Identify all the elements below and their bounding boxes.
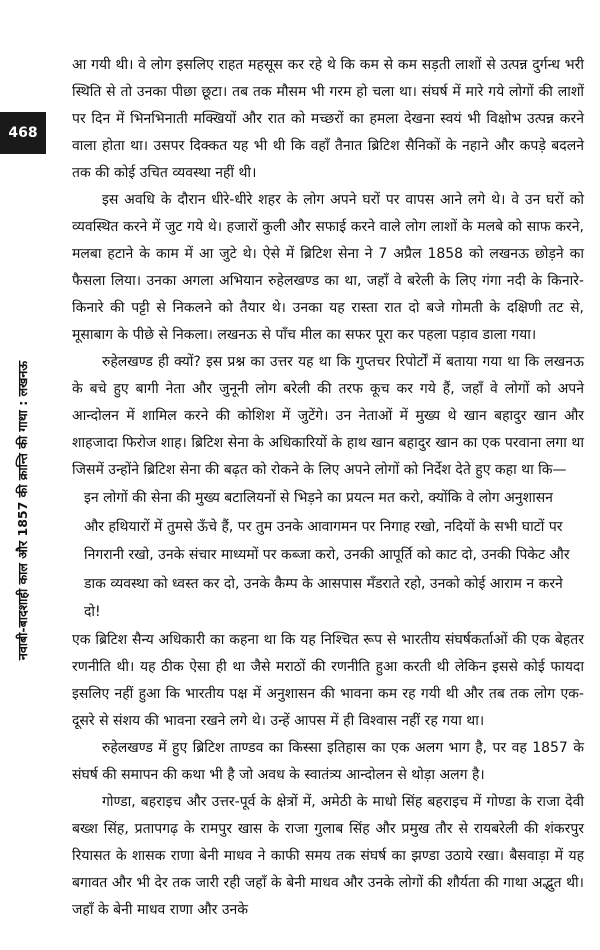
block-quote: इन लोगों की सेना की मुख्य बटालियनों से भिड़ने का प्रयत्न मत करो, क्योंकि वे लोग अनुशासन और हथियारों में तुमसे ऊँचे हैं, पर तुम उनके आवागमन पर निगाह रखो, नदियों के सभी घाटों पर निगरानी रखो, उनके संचार माध्यमों पर कब्जा करो, उनकी आपूर्ति को काट दो, उनकी पिकेट और डाक व्यवस्था को ध्वस्त कर दो, उनके कैम्प के आसपास मँडराते रहो, उनको कोई आराम न करने दो! (84, 490, 570, 620)
paragraph-continuation: आ गयी थी। वे लोग इसलिए राहत महसूस कर रहे थे कि कम से कम सड़ती लाशों से उत्पन्न दुर्गन्ध भरी स्थिति से तो उनका पीछा छूटा। तब तक मौसम भी गरम हो चला था। संघर्ष में मारे गये लोगों की लाशों पर दिन में भिनभिनाती मक्खियों और रात को मच्छरों का हमला देखना स्वयं भी विक्षोभ उत्पन्न करने वाला होता था। उसपर दिक्कत यह भी थी कि वहाँ तैनात ब्रिटिश सैनिकों के नहाने और कपड़े बदलने तक की कोई उचित व्यवस्था नहीं थी। (72, 57, 584, 181)
running-header-text: नवाबी-बादशाही काल और 1857 की क्रान्ति की गाथा : लखनऊ (15, 360, 31, 660)
page-body (72, 52, 584, 924)
paragraph: रुहेलखण्ड ही क्यों? इस प्रश्न का उत्तर यह था कि गुप्तचर रिपोर्टों में बताया गया था कि लखनऊ के बचे हुए बागी नेता और जुनूनी लोग बरेली की तरफ कूच कर गये हैं, जहाँ वे लोगों को अपने आन्दोलन में शामिल करने की कोशिश में जुटेंगे। उन नेताओं में मुख्य थे खान बहादुर खान और शाहजादा फिरोज शाह। ब्रिटिश सेना के अधिकारियों के हाथ खान बहादुर खान का एक परवाना लगा था जिसमें उन्होंने ब्रिटिश सेना की बढ़त को रोकने के लिए अपने लोगों को निर्देश देते हुए कहा था कि— (72, 354, 584, 478)
page-number: 468 (0, 112, 46, 154)
running-header (0, 270, 46, 750)
paragraph: गोण्डा, बहराइच और उत्तर-पूर्व के क्षेत्रों में, अमेठी के माधो सिंह बहराइच में गोण्डा के राजा देवी बख्श सिंह, प्रतापगढ़ के रामपुर खास के राजा गुलाब सिंह और प्रमुख तौर से रायबरेली की शंकरपुर रियासत के शासक राणा बेनी माधव ने काफी समय तक संघर्ष का झण्डा उठाये रखा। बैसवाड़ा में यह बगावत और भी देर तक जारी रही जहाँ के बेनी माधव और उनके लोगों की शौर्यता की गाथा अद्भुत थी। जहाँ के बेनी माधव राणा और उनके (72, 793, 584, 918)
paragraph: रुहेलखण्ड में हुए ब्रिटिश ताण्डव का किस्सा इतिहास का एक अलग भाग है, पर वह 1857 के संघर्ष की समापन की कथा भी है जो अवध के स्वातंत्र्य आन्दोलन से थोड़ा अलग है। (72, 739, 584, 783)
paragraph: एक ब्रिटिश सैन्य अधिकारी का कहना था कि यह निश्चित रूप से भारतीय संघर्षकर्ताओं की एक बेहतर रणनीति थी। यह ठीक ऐसा ही था जैसे मराठों की रणनीति हुआ करती थी लेकिन इससे कोई फायदा इसलिए नहीं हुआ कि भारतीय पक्ष में अनुशासन की भावना कम रह गयी थी और तब तक लोग एक-दूसरे से संशय की भावना रखने लगे थे। उन्हें आपस में ही विश्वास नहीं रह गया था। (72, 631, 584, 729)
paragraph: इस अवधि के दौरान धीरे-धीरे शहर के लोग अपने घरों पर वापस आने लगे थे। वे उन घरों को व्यवस्थित करने में जुट गये थे। हजारों कुली और सफाई करने वाले लोग लाशों के मलबे को साफ करने, मलबा हटाने के काम में आ जुटे थे। ऐसे में ब्रिटिश सेना ने 7 अप्रैल 1858 को लखनऊ छोड़ने का फैसला लिया। उनका अगला अभियान रुहेलखण्ड का था, जहाँ वे बरेली के लिए गंगा नदी के किनारे-किनारे की पट्टी से निकलने को तैयार थे। उनका यह रास्ता रात दो बजे गोमती के दक्षिणी तट से, मूसाबाग के पीछे से निकला। लखनऊ से पाँच मील का सफर पूरा कर पहला पड़ाव डाला गया। (72, 192, 584, 343)
